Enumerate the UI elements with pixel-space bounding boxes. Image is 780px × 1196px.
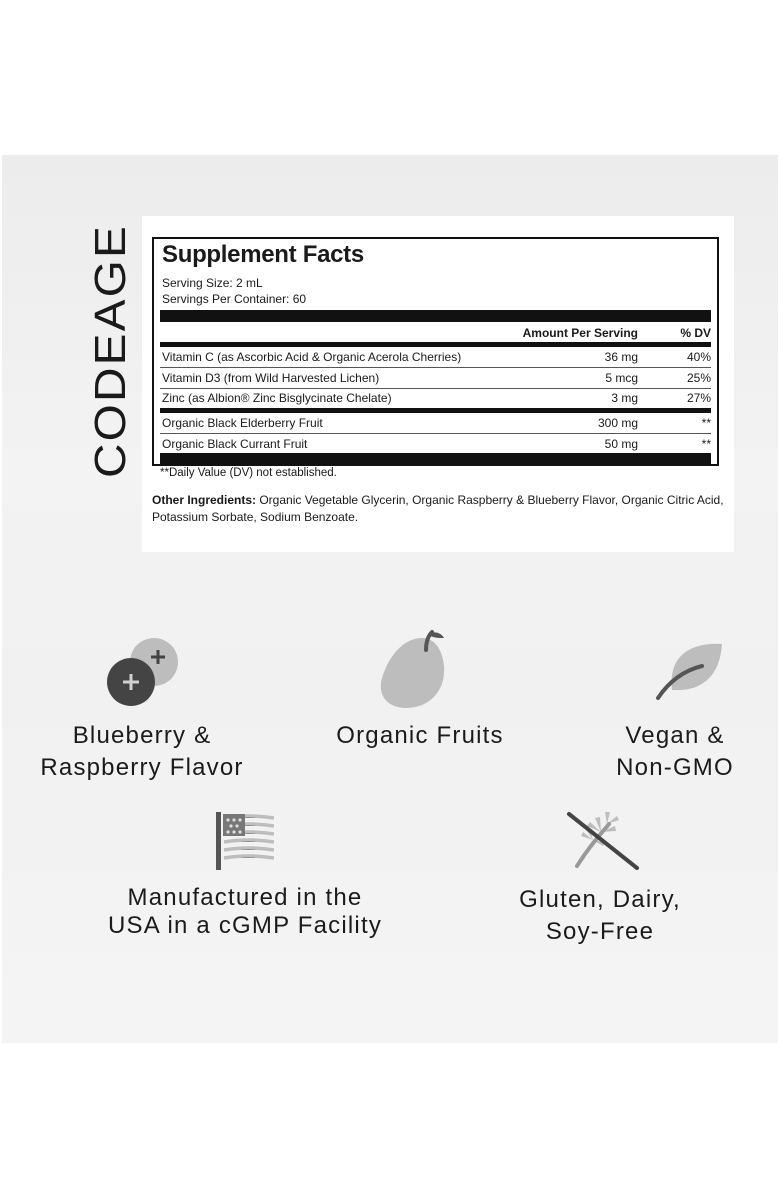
nutrient-name: Zinc (as Albion® Zinc Bisglycinate Chelate) bbox=[162, 391, 392, 405]
feature-manufactured bbox=[60, 884, 430, 940]
dv-footnote: **Daily Value (DV) not established. bbox=[160, 467, 337, 479]
feature-line: Non-GMO bbox=[616, 754, 734, 781]
thick-divider bbox=[160, 453, 711, 465]
nutrient-name: Vitamin C (as Ascorbic Acid & Organic Acerola Cherries) bbox=[162, 350, 462, 364]
facts-row bbox=[162, 347, 711, 367]
nutrient-name: Organic Black Currant Fruit bbox=[162, 437, 308, 451]
nutrient-amount: 50 mg bbox=[604, 437, 638, 451]
feature-line: Vegan & bbox=[625, 722, 725, 749]
nutrient-name: Organic Black Elderberry Fruit bbox=[162, 416, 323, 430]
feature-allergen-free bbox=[480, 884, 720, 948]
feature-organic bbox=[300, 720, 540, 752]
nutrient-name: Vitamin D3 (from Wild Harvested Lichen) bbox=[162, 371, 380, 385]
svg-text:CODEAGE: CODEAGE bbox=[86, 243, 135, 478]
thick-divider bbox=[160, 310, 711, 322]
nutrient-dv: 25% bbox=[686, 371, 711, 385]
other-ingredients bbox=[152, 492, 726, 526]
servings-per-container: Servings Per Container: 60 bbox=[162, 292, 307, 306]
codeage-logo bbox=[86, 222, 135, 478]
nutrient-amount: 36 mg bbox=[604, 350, 638, 364]
supplement-facts-panel bbox=[152, 237, 719, 466]
amount-per-serving-header: Amount Per Serving bbox=[522, 326, 638, 340]
facts-title: Supplement Facts bbox=[162, 241, 364, 268]
facts-row bbox=[162, 368, 711, 388]
facts-row bbox=[162, 388, 711, 408]
feature-line: Gluten, Dairy, bbox=[519, 886, 681, 913]
dv-header: % DV bbox=[680, 326, 711, 340]
nutrient-dv: ** bbox=[701, 416, 711, 430]
feature-line: Organic Fruits bbox=[336, 722, 504, 749]
fruit-icon bbox=[376, 630, 452, 712]
feature-line: USA in a cGMP Facility bbox=[107, 912, 383, 939]
leaf-icon bbox=[650, 640, 726, 702]
other-ingredients-label: Other Ingredients: bbox=[152, 493, 257, 507]
nutrient-dv: ** bbox=[701, 437, 711, 451]
feature-line: Blueberry & bbox=[72, 722, 212, 749]
serving-size: Serving Size: 2 mL bbox=[162, 276, 263, 290]
berries-icon bbox=[100, 636, 184, 712]
feature-line: Raspberry Flavor bbox=[40, 754, 244, 781]
nutrient-dv: 40% bbox=[686, 350, 711, 364]
nutrient-amount: 300 mg bbox=[597, 416, 638, 430]
facts-row bbox=[162, 434, 711, 454]
nutrient-amount: 5 mcg bbox=[605, 371, 638, 385]
feature-vegan bbox=[600, 720, 750, 784]
other-ingredients-text: Organic Vegetable Glycerin, Organic Raspberry & Blueberry Flavor, Organic Citric Acid, Potassium Sorbate, Sodium Benzoate. bbox=[152, 493, 724, 524]
nutrient-amount: 3 mg bbox=[611, 391, 638, 405]
feature-line: Soy-Free bbox=[545, 918, 655, 945]
usa-flag-icon bbox=[214, 812, 276, 870]
no-wheat-icon bbox=[563, 810, 639, 872]
facts-row bbox=[162, 413, 711, 433]
feature-flavor bbox=[20, 720, 264, 784]
feature-line: Manufactured in the bbox=[127, 884, 363, 911]
nutrient-dv: 27% bbox=[686, 391, 711, 405]
